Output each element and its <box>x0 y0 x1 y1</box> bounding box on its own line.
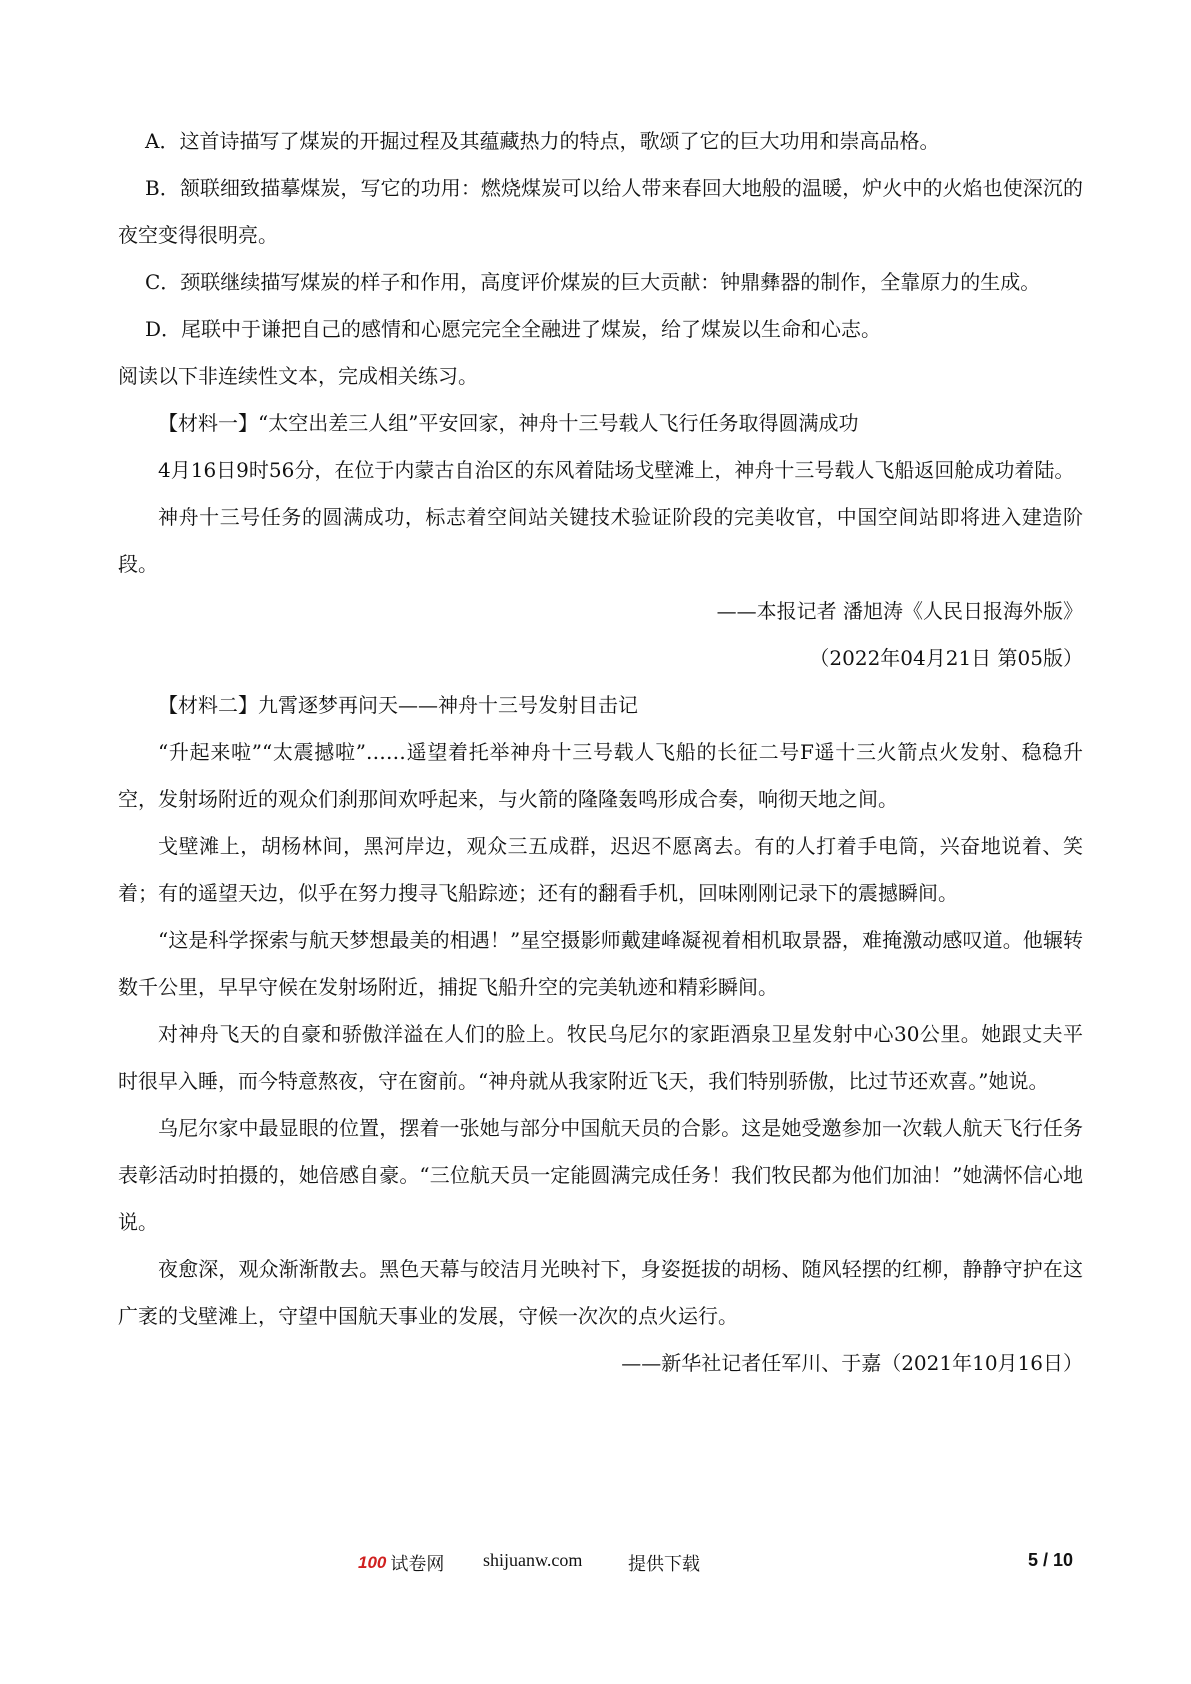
page-number: 5 / 10 <box>1027 1550 1073 1570</box>
material1-paragraph: 神舟十三号任务的圆满成功，标志着空间站关键技术验证阶段的完美收官，中国空间站即将进入建造阶段。 <box>118 505 1083 576</box>
document-body <box>118 118 1083 1387</box>
material1-source: ——本报记者 潘旭涛《人民日报海外版》 <box>716 599 1083 623</box>
download-text: 提供下载 <box>628 1554 700 1575</box>
material2-paragraph: “升起来啦”“太震撼啦”……遥望着托举神舟十三号载人飞船的长征二号F遥十三火箭点火发射、稳稳升空，发射场附近的观众们刹那间欢呼起来，与火箭的隆隆轰鸣形成合奏，响彻天地之间。 <box>118 740 1083 811</box>
site-url: shijuanw.com <box>483 1550 583 1570</box>
material2-paragraph: 戈壁滩上，胡杨林间，黑河岸边，观众三五成群，迟迟不愿离去。有的人打着手电筒，兴奋地说着、笑着；有的遥望天边，似乎在努力搜寻飞船踪迹；还有的翻看手机，回味刚刚记录下的震撼瞬间。 <box>118 834 1083 905</box>
material1-date: （2022年04月21日 第05版） <box>809 646 1083 670</box>
option-c: C．颈联继续描写煤炭的样子和作用，高度评价煤炭的巨大贡献：钟鼎彝器的制作，全靠原力的生成。 <box>145 270 1041 294</box>
material2-source: ——新华社记者任军川、于嘉（2021年10月16日） <box>621 1351 1083 1375</box>
material2-paragraph: 夜愈深，观众渐渐散去。黑色天幕与皎洁月光映衬下，身姿挺拔的胡杨、随风轻摆的红柳，静静守护在这广袤的戈壁滩上，守望中国航天事业的发展，守候一次次的点火运行。 <box>118 1257 1083 1328</box>
material1-paragraph: 4月16日9时56分，在位于内蒙古自治区的东风着陆场戈壁滩上，神舟十三号载人飞船返回舱成功着陆。 <box>158 458 1075 482</box>
option-b: B．颔联细致描摹煤炭，写它的功用：燃烧煤炭可以给人带来春回大地般的温暖，炉火中的火焰也使深沉的夜空变得很明亮。 <box>118 176 1083 247</box>
page-footer <box>0 1550 1191 1580</box>
instruction: 阅读以下非连续性文本，完成相关练习。 <box>118 364 478 388</box>
material2-paragraph: 乌尼尔家中最显眼的位置，摆着一张她与部分中国航天员的合影。这是她受邀参加一次载人航天飞行任务表彰活动时拍摄的，她倍感自豪。“三位航天员一定能圆满完成任务！我们牧民都为他们加油！”她满怀信心地说。 <box>118 1116 1083 1234</box>
logo-text: 试卷网 <box>390 1554 445 1575</box>
material2-paragraph: 对神舟飞天的自豪和骄傲洋溢在人们的脸上。牧民乌尼尔的家距酒泉卫星发射中心30公里。她跟丈夫平时很早入睡，而今特意熬夜，守在窗前。“神舟就从我家附近飞天，我们特别骄傲，比过节还欢喜。”她说。 <box>118 1022 1083 1093</box>
option-d: D．尾联中于谦把自己的感情和心愿完完全全融进了煤炭，给了煤炭以生命和心志。 <box>145 317 882 341</box>
option-a: A．这首诗描写了煤炭的开掘过程及其蕴藏热力的特点，歌颂了它的巨大功用和崇高品格。 <box>145 129 940 153</box>
logo-mark: 100 <box>358 1553 387 1572</box>
material1-title: 【材料一】“太空出差三人组”平安回家，神舟十三号载人飞行任务取得圆满成功 <box>158 411 859 435</box>
material2-paragraph: “这是科学探索与航天梦想最美的相遇！”星空摄影师戴建峰凝视着相机取景器，难掩激动感叹道。他辗转数千公里，早早守候在发射场附近，捕捉飞船升空的完美轨迹和精彩瞬间。 <box>118 928 1083 999</box>
site-logo <box>358 1550 444 1576</box>
material2-title: 【材料二】九霄逐梦再问天——神舟十三号发射目击记 <box>158 693 638 717</box>
